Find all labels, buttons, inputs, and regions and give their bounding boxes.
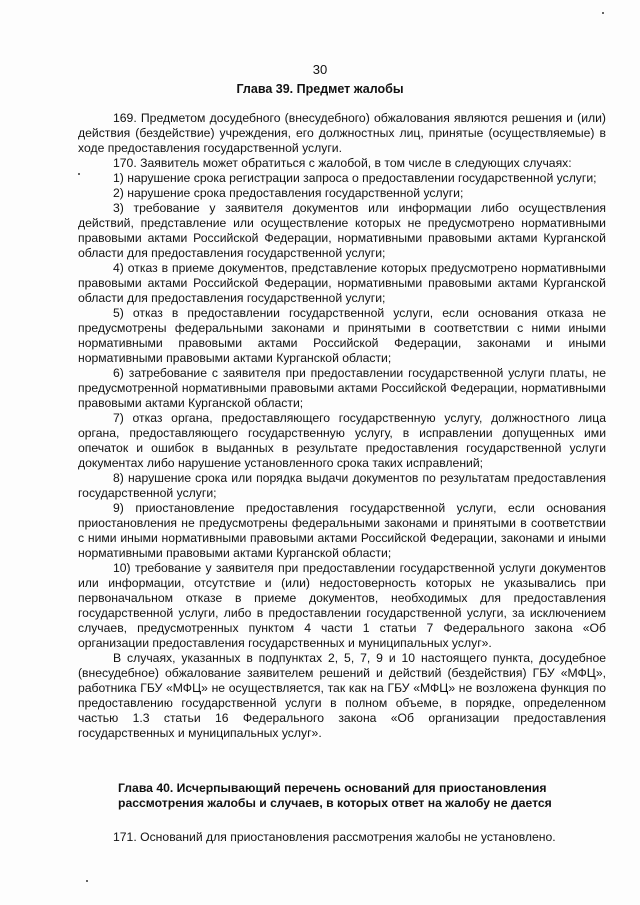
case-item-5: 5) отказ в предоставлении государственной услуги, если основания отказа не предусмотрены федеральными законами и принятыми в соответствии с ними иными нормативными правовыми актами Российской Федерации, законами и иными нормативными правовыми актами Курганской области; — [78, 306, 606, 365]
case-item-9: 9) приостановление предоставления государственной услуги, если основания приостановления не предусмотрены федеральными законами и принятыми в соответствии с ними иными нормативными правовыми актами Российской Федерации, законами и иными нормативными правовыми актами Курганской области; — [78, 501, 606, 560]
case-item-10: 10) требование у заявителя при предоставлении государственной услуги документов или информации, отсутствие и (или) недостоверность которых не указывались при первоначальном отказе в приеме документов, необходимых для предоставления государственной услуги, либо в предоставлении государственной услуги, за исключением случаев, предусмотренных пунктом 4 части 1 статьи 7 Федерального закона «Об организации предоставления государственных и муниципальных услуг». — [78, 561, 606, 650]
paragraph-169: 169. Предметом досудебного (внесудебного) обжалования являются решения и (или) действия (бездействие) учреждения, его должностных лиц, принятые (осуществляемые) в ходе предоставления государственной услуги. — [78, 111, 606, 155]
case-item-3: 3) требование у заявителя документов или информации либо осуществления действий, представление или осуществление которых не предусмотрено нормативными правовыми актами Российской Федерации, нормативными правовыми актами Курганской области для предоставления государственной услуги; — [78, 201, 606, 260]
case-item-4: 4) отказ в приеме документов, представление которых предусмотрено нормативными правовыми актами Российской Федерации, нормативными правовыми актами Курганской области для предоставления государственной услуги; — [78, 261, 606, 305]
case-item-7: 7) отказ органа, предоставляющего государственную услугу, должностного лица органа, предоставляющего государственную услугу, в исправлении допущенных ими опечаток и ошибок в выданных в результате предоставления государственной услуги документах либо нарушение установленного срока таких исправлений; — [78, 411, 606, 470]
scan-speck — [86, 880, 88, 882]
case-item-8: 8) нарушение срока или порядка выдачи документов по результатам предоставления государственной услуги; — [78, 471, 606, 500]
case-item-2: 2) нарушение срока предоставления государственной услуги; — [113, 186, 464, 200]
case-item-6: 6) затребование с заявителя при предоставлении государственной услуги платы, не предусмотренной нормативными правовыми актами Российской Федерации, нормативными правовыми актами Курганской области; — [78, 366, 606, 410]
paragraph-171: 171. Оснований для приостановления рассмотрения жалобы не установлено. — [113, 830, 556, 844]
scan-speck — [78, 173, 80, 175]
scan-speck — [602, 12, 604, 14]
chapter-40-title: Глава 40. Исчерпывающий перечень оснований для приостановления рассмотрения жалобы и случаев, в которых ответ на жалобу не дается — [118, 781, 552, 810]
case-item-1: 1) нарушение срока регистрации запроса о предоставлении государственной услуги; — [113, 171, 597, 185]
page-number: 30 — [312, 62, 328, 77]
chapter-39-body — [78, 111, 606, 741]
mfc-exception-paragraph: В случаях, указанных в подпунктах 2, 5, 7, 9 и 10 настоящего пункта, досудебное (внесудебное) обжалование заявителем решений и действий (бездействия) ГБУ «МФЦ», работника ГБУ «МФЦ» не осуществляется, так как на ГБУ «МФЦ» не возложена функция по предоставлению государственной услуги в полном объеме, в порядке, определенном частью 1.3 статьи 16 Федерального закона «Об организации предоставления государственных и муниципальных услуг». — [78, 651, 606, 740]
chapter-39-title: Глава 39. Предмет жалобы — [236, 82, 404, 96]
paragraph-170: 170. Заявитель может обратиться с жалобой, в том числе в следующих случаях: — [113, 156, 572, 170]
